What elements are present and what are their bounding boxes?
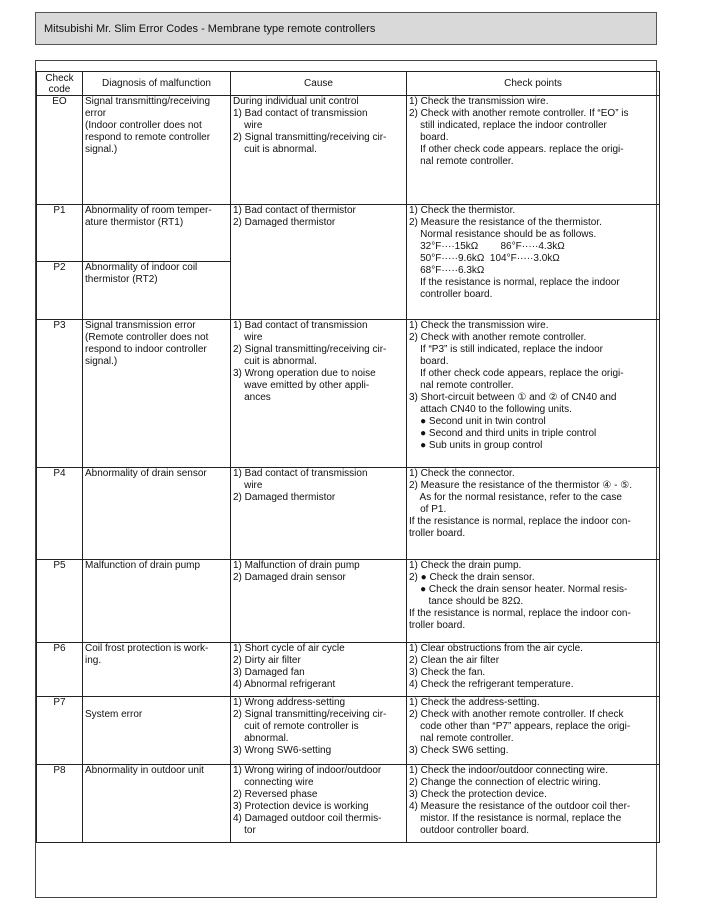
check-code-cell: P7 — [37, 697, 83, 765]
check-code-cell: EO — [37, 96, 83, 205]
cell-text-line: (Remote controller does not — [85, 332, 209, 343]
cell-text-line: Signal transmission error — [85, 320, 196, 331]
cell-text-line: 2) Damaged thermistor — [233, 217, 336, 228]
cell-text-line: 2) Check with another remote controller. If “EO” is — [409, 108, 629, 119]
cell-text-line: 1) Check the connector. — [409, 468, 515, 479]
cell-text-line — [85, 697, 228, 709]
check-code-cell: P8 — [37, 765, 83, 843]
check-points-cell — [407, 560, 660, 643]
table-header-row — [37, 72, 660, 96]
cell-text-line: Coil frost protection is work- — [85, 643, 209, 654]
cell-text-line: 32°F····15kΩ 86°F·····4.3kΩ — [409, 241, 565, 252]
table-row — [37, 468, 660, 560]
cell-text-line: 3) Protection device is working — [233, 801, 369, 812]
page-title: Mitsubishi Mr. Slim Error Codes - Membrane type remote controllers — [35, 12, 657, 45]
cell-text-line: 2) Damaged thermistor — [233, 492, 336, 503]
cell-text-line: 4) Abnormal refrigerant — [233, 679, 336, 690]
cell-text-line: 50°F·····9.6kΩ 104°F·····3.0kΩ — [409, 253, 560, 264]
cell-text-line: tor — [233, 825, 256, 836]
cell-text-line: 1) Malfunction of drain pump — [233, 560, 360, 571]
cell-text-line: 2) Signal transmitting/receiving cir- — [233, 132, 387, 143]
check-points-cell — [407, 697, 660, 765]
cell-text-line: wire — [233, 480, 263, 491]
cell-text-line: of P1. — [409, 504, 447, 515]
cell-text-line: tance should be 82Ω. — [409, 596, 524, 607]
cause-cell — [231, 697, 407, 765]
cell-text-line: ances — [233, 392, 271, 403]
cell-text-line: 2) Measure the resistance of the thermistor ④ - ⑤. — [409, 480, 633, 491]
check-code-cell: P6 — [37, 643, 83, 697]
cell-text-line: wave emitted by other appli- — [233, 380, 370, 391]
cell-text-line: abnormal. — [233, 733, 289, 744]
table-row — [37, 643, 660, 697]
cell-text-line: cuit of remote controller is — [233, 721, 359, 732]
check-points-cell — [407, 468, 660, 560]
cell-text-line: thermistor (RT2) — [85, 274, 158, 285]
cell-text-line: code other than “P7” appears, replace the origi- — [409, 721, 631, 732]
cell-text-line: Abnormality in outdoor unit — [85, 765, 204, 776]
header-check-points: Check points — [407, 72, 660, 96]
cell-text-line: mistor. If the resistance is normal, replace the — [409, 813, 622, 824]
check-code-cell: P3 — [37, 320, 83, 468]
cell-text-line: 68°F·····6.3kΩ — [409, 265, 485, 276]
cell-text-line: If other check code appears. replace the origi- — [409, 144, 624, 155]
cell-text-line: 1) Short cycle of air cycle — [233, 643, 345, 654]
cell-text-line: still indicated, replace the indoor controller — [409, 120, 607, 131]
table-row — [37, 205, 660, 262]
header-diagnosis: Diagnosis of malfunction — [83, 72, 231, 96]
cause-cell — [231, 320, 407, 468]
cell-text-line: wire — [233, 332, 263, 343]
cause-cell — [231, 205, 407, 320]
cell-text-line: controller board. — [409, 289, 493, 300]
cell-text-line: cuit is abnormal. — [233, 144, 317, 155]
cell-text-line: nal remote controller. — [409, 380, 514, 391]
cell-text-line: 1) Check the thermistor. — [409, 205, 516, 216]
cell-text-line: As for the normal resistance, refer to the case — [409, 492, 622, 503]
cell-text-line: (Indoor controller does not — [85, 120, 202, 131]
table-row — [37, 96, 660, 205]
cell-text-line: During individual unit control — [233, 96, 359, 107]
diagnosis-cell — [83, 205, 231, 262]
cell-text-line: board. — [409, 356, 449, 367]
cell-text-line: 2) Clean the air filter — [409, 655, 500, 666]
cell-text-line: 3) Wrong SW6-setting — [233, 745, 332, 756]
cell-text-line: wire — [233, 120, 263, 131]
cell-text-line: Abnormality of room temper- — [85, 205, 212, 216]
cell-text-line: 3) Wrong operation due to noise — [233, 368, 376, 379]
cell-text-line: 2) Change the connection of electric wiring. — [409, 777, 601, 788]
check-points-cell — [407, 765, 660, 843]
check-points-cell — [407, 205, 660, 320]
cell-text-line: 3) Short-circuit between ① and ② of CN40 and — [409, 392, 617, 403]
diagnosis-cell — [83, 560, 231, 643]
cell-text-line: Malfunction of drain pump — [85, 560, 201, 571]
cell-text-line: 1) Check the indoor/outdoor connecting wire. — [409, 765, 609, 776]
cell-text-line: ing. — [85, 655, 102, 666]
diagnosis-cell — [83, 765, 231, 843]
header-cause: Cause — [231, 72, 407, 96]
cell-text-line: System error — [85, 709, 143, 720]
cell-text-line: 2) Signal transmitting/receiving cir- — [233, 709, 387, 720]
cause-cell — [231, 643, 407, 697]
cell-text-line: Abnormality of indoor coil — [85, 262, 198, 273]
cell-text-line: 3) Check the fan. — [409, 667, 486, 678]
cell-text-line: 1) Bad contact of thermistor — [233, 205, 356, 216]
diagnosis-cell — [83, 262, 231, 320]
cell-text-line: nal remote controller. — [409, 156, 514, 167]
check-code-cell: P4 — [37, 468, 83, 560]
cell-text-line: 4) Measure the resistance of the outdoor coil ther- — [409, 801, 631, 812]
cell-text-line: If other check code appears, replace the origi- — [409, 368, 624, 379]
cause-cell — [231, 96, 407, 205]
header-check-code: Check code — [37, 72, 83, 96]
cell-text-line: nal remote controller. — [409, 733, 514, 744]
cell-text-line: ● Second and third units in triple control — [409, 428, 597, 439]
cell-text-line: If “P3” is still indicated, replace the indoor — [409, 344, 603, 355]
cell-text-line: troller board. — [409, 528, 466, 539]
cell-text-line: ● Sub units in group control — [409, 440, 543, 451]
cell-text-line: Signal transmitting/receiving — [85, 96, 211, 107]
check-code-cell: P1 — [37, 205, 83, 262]
check-code-cell: P5 — [37, 560, 83, 643]
cell-text-line: error — [85, 108, 107, 119]
cell-text-line: 1) Wrong wiring of indoor/outdoor — [233, 765, 382, 776]
cell-text-line: 1) Check the drain pump. — [409, 560, 522, 571]
table-row — [37, 320, 660, 468]
cell-text-line: If the resistance is normal, replace the indoor — [409, 277, 620, 288]
cell-text-line: 2) Dirty air filter — [233, 655, 301, 666]
diagnosis-cell — [83, 697, 231, 765]
cell-text-line: If the resistance is normal, replace the indoor con- — [409, 516, 631, 527]
cell-text-line: troller board. — [409, 620, 466, 631]
diagnosis-cell — [83, 320, 231, 468]
cell-text-line: 4) Check the refrigerant temperature. — [409, 679, 574, 690]
cell-text-line: board. — [409, 132, 449, 143]
cell-text-line: 1) Check the transmission wire. — [409, 320, 549, 331]
table-row — [37, 560, 660, 643]
table-row — [37, 765, 660, 843]
cell-text-line: ● Check the drain sensor heater. Normal resis- — [409, 584, 628, 595]
check-code-cell: P2 — [37, 262, 83, 320]
cell-text-line: 1) Check the address-setting. — [409, 697, 540, 708]
cell-text-line: If the resistance is normal, replace the indoor con- — [409, 608, 631, 619]
cause-cell — [231, 765, 407, 843]
cell-text-line: connecting wire — [233, 777, 314, 788]
diagnosis-cell — [83, 643, 231, 697]
diagnosis-cell — [83, 468, 231, 560]
cell-text-line: 4) Damaged outdoor coil thermis- — [233, 813, 382, 824]
cell-text-line: signal.) — [85, 356, 118, 367]
cell-text-line: ature thermistor (RT1) — [85, 217, 184, 228]
cell-text-line: 2) Measure the resistance of the thermistor. — [409, 217, 602, 228]
cell-text-line: outdoor controller board. — [409, 825, 530, 836]
cell-text-line: respond to indoor controller — [85, 344, 207, 355]
cell-text-line: 2) ● Check the drain sensor. — [409, 572, 535, 583]
cell-text-line: Normal resistance should be as follows. — [409, 229, 597, 240]
cell-text-line: 3) Check SW6 setting. — [409, 745, 509, 756]
cell-text-line: 2) Damaged drain sensor — [233, 572, 346, 583]
cause-cell — [231, 468, 407, 560]
cell-text-line: cuit is abnormal. — [233, 356, 317, 367]
cell-text-line: 1) Bad contact of transmission — [233, 468, 368, 479]
cell-text-line: 1) Check the transmission wire. — [409, 96, 549, 107]
cell-text-line: 1) Clear obstructions from the air cycle. — [409, 643, 583, 654]
cell-text-line: respond to remote controller — [85, 132, 211, 143]
cell-text-line: 3) Check the protection device. — [409, 789, 547, 800]
cell-text-line: 1) Bad contact of transmission — [233, 108, 368, 119]
cell-text-line: 2) Check with another remote controller. If check — [409, 709, 624, 720]
cell-text-line: 1) Wrong address-setting — [233, 697, 346, 708]
cell-text-line: 2) Check with another remote controller. — [409, 332, 587, 343]
cell-text-line: signal.) — [85, 144, 118, 155]
cell-text-line: ● Second unit in twin control — [409, 416, 546, 427]
cell-text-line: attach CN40 to the following units. — [409, 404, 572, 415]
error-codes-table — [36, 71, 660, 843]
cell-text-line: 2) Reversed phase — [233, 789, 318, 800]
check-points-cell — [407, 320, 660, 468]
check-points-cell — [407, 96, 660, 205]
cell-text-line: 3) Damaged fan — [233, 667, 305, 678]
cell-text-line: 1) Bad contact of transmission — [233, 320, 368, 331]
cell-text-line: 2) Signal transmitting/receiving cir- — [233, 344, 387, 355]
cause-cell — [231, 560, 407, 643]
cell-text-line: Abnormality of drain sensor — [85, 468, 207, 479]
check-points-cell — [407, 643, 660, 697]
table-row — [37, 697, 660, 765]
diagnosis-cell — [83, 96, 231, 205]
